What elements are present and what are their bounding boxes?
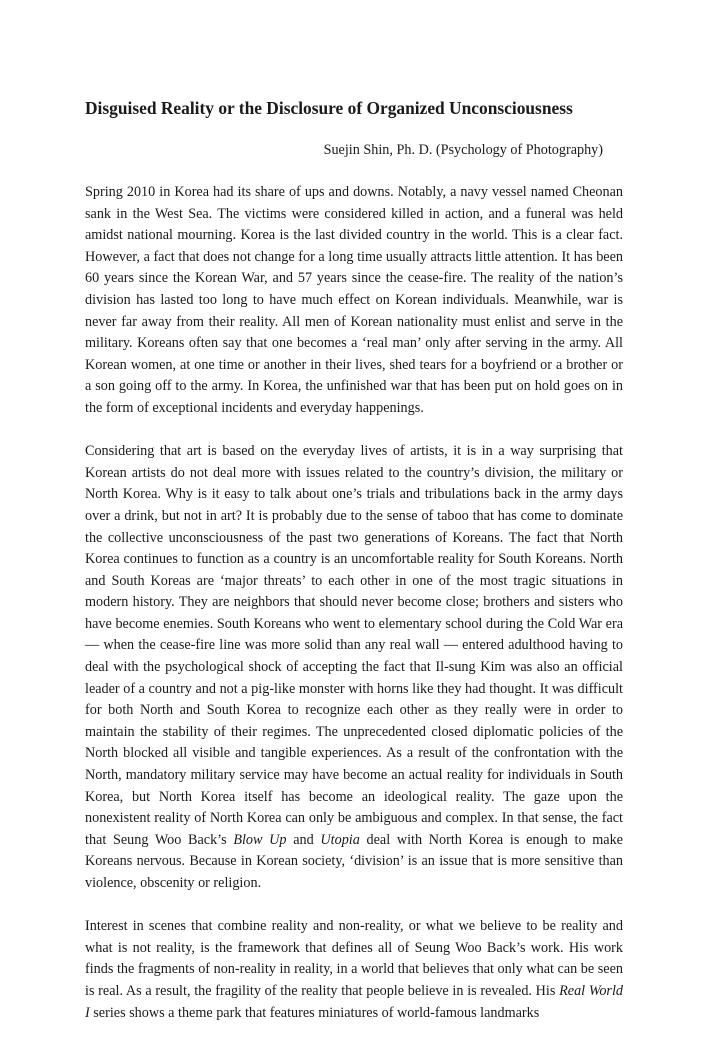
author-line: Suejin Shin, Ph. D. (Psychology of Photography) bbox=[323, 142, 603, 158]
artwork-title-real-world: Real World I bbox=[85, 982, 623, 1021]
paragraph-2-text-b: and bbox=[286, 831, 321, 848]
artwork-title-utopia: Utopia bbox=[320, 831, 360, 848]
artwork-title-blow-up: Blow Up bbox=[233, 831, 287, 848]
document-title: Disguised Reality or the Disclosure of Organized Unconsciousness bbox=[85, 98, 573, 118]
paragraph-3 bbox=[85, 916, 623, 1024]
paragraph-2-text-c: deal with North Korea is enough to make Koreans nervous. Because in Korean society, ‘division’ is an issue that is more sensitive than violence, obscenity or religion. bbox=[85, 831, 623, 891]
paragraph-3-text-b: series shows a theme park that features miniatures of world-famous landmarks bbox=[89, 1004, 540, 1021]
paragraph-2 bbox=[85, 441, 623, 894]
paragraph-2-text-a: Considering that art is based on the everyday lives of artists, it is in a way surprising that Korean artists do not deal more with issues related to the country’s division, the military or North Korea. Why is it easy to talk about one’s trials and tribulations back in the army days over a drink, but not in art? It is probably due to the sense of taboo that has come to dominate the collective unconsciousness of the past two generations of Koreans. The fact that North Korea continues to function as a country is an uncomfortable reality for South Koreans. North and South Koreas are ‘major threats’ to each other in one of the most tragic situations in modern history. They are neighbors that should never become close; brothers and sisters who have become enemies. South Koreans who went to elementary school during the Cold War era — when the cease-fire line was more solid than any real wall — entered adulthood having to deal with the psychological shock of accepting the fact that Il-sung Kim was also an official leader of a country and not a pig-like monster with horns like they had thought. It was difficult for both North and South Korea to recognize each other as they really were in order to maintain the stability of their regimes. The unprecedented closed diplomatic policies of the North blocked all visible and tangible experiences. As a result of the confrontation with the North, mandatory military service may have become an actual reality for individuals in South Korea, but North Korea itself has become an ideological reality. The gaze upon the nonexistent reality of North Korea can only be ambiguous and complex. In that sense, the fact that Seung Woo Back’s bbox=[85, 443, 623, 848]
paragraph-1-text: Spring 2010 in Korea had its share of ups and downs. Notably, a navy vessel named Cheonan sank in the West Sea. The victims were considered killed in action, and a funeral was held amidst national mourning. Korea is the last divided country in the world. This is a clear fact. However, a fact that does not change for a long time usually attracts little attention. It has been 60 years since the Korean War, and 57 years since the cease-fire. The reality of the nation’s division has lasted too long to have much effect on Korean individuals. Meanwhile, war is never far away from their reality. All men of Korean nationality must enlist and serve in the military. Koreans often say that one becomes a ‘real man’ only after serving in the army. All Korean women, at one time or another in their lives, shed tears for a boyfriend or a brother or a son going off to the army. In Korea, the unfinished war that has been put on hold goes on in the form of exceptional incidents and everyday happenings. bbox=[85, 184, 623, 416]
document-page bbox=[85, 96, 623, 1046]
paragraph-1 bbox=[85, 182, 623, 420]
paragraph-3-text-a: Interest in scenes that combine reality and non-reality, or what we believe to be reality and what is not reality, is the framework that defines all of Seung Woo Back’s work. His work finds the fragments of non-reality in reality, in a world that believes that only what can be seen is real. As a result, the fragility of the reality that people believe in is revealed. His bbox=[85, 918, 623, 999]
